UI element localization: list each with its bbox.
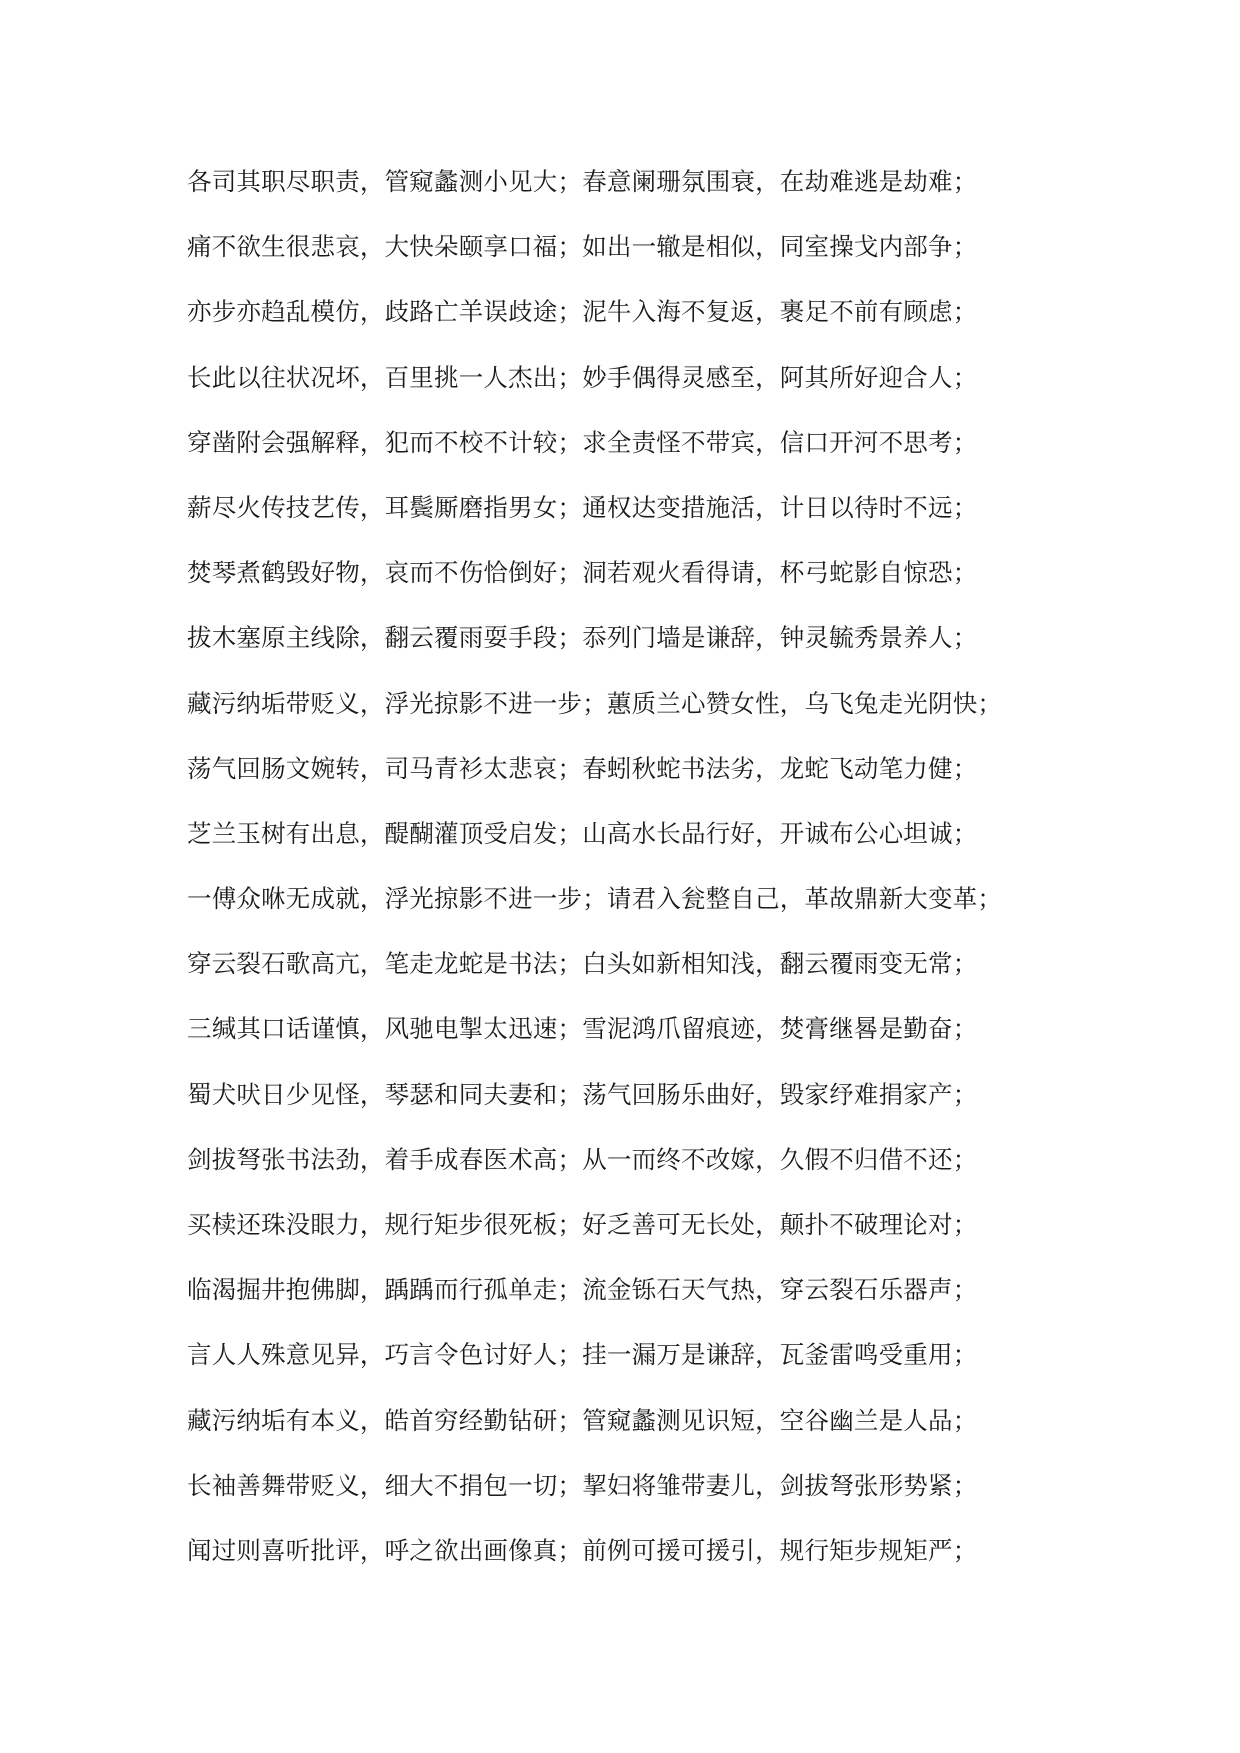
verse-line: 亦步亦趋乱模仿，歧路亡羊误歧途；泥牛入海不复返，裹足不前有顾虑； xyxy=(187,297,978,327)
verse-line: 薪尽火传技艺传，耳鬓厮磨指男女；通权达变措施活，计日以待时不远； xyxy=(187,492,978,522)
verse-line: 荡气回肠文婉转，司马青衫太悲哀；春蚓秋蛇书法劣，龙蛇飞动笔力健； xyxy=(187,753,978,783)
verse-line: 痛不欲生很悲哀，大快朵颐享口福；如出一辙是相似，同室操戈内部争； xyxy=(187,232,978,262)
verse-line: 穿云裂石歌高亢，笔走龙蛇是书法；白头如新相知浅，翻云覆雨变无常； xyxy=(187,949,978,979)
verse-line: 言人人殊意见异，巧言令色讨好人；挂一漏万是谦辞，瓦釜雷鸣受重用； xyxy=(187,1340,978,1370)
idiom-verse-list xyxy=(187,162,1087,1596)
verse-line: 临渴掘井抱佛脚，踽踽而行孤单走；流金铄石天气热，穿云裂石乐器声； xyxy=(187,1275,978,1305)
verse-line: 藏污纳垢带贬义，浮光掠影不进一步；蕙质兰心赞女性，乌飞兔走光阴快； xyxy=(187,688,1003,718)
verse-line: 一傅众咻无成就，浮光掠影不进一步；请君入瓮整自己，革故鼎新大变革； xyxy=(187,884,1003,914)
verse-line: 买椟还珠没眼力，规行矩步很死板；好乏善可无长处，颠扑不破理论对； xyxy=(187,1210,978,1239)
verse-line: 剑拔弩张书法劲，着手成春医术高；从一而终不改嫁，久假不归借不还； xyxy=(187,1144,978,1174)
verse-line: 长袖善舞带贬义，细大不捐包一切；挈妇将雏带妻儿，剑拔弩张形势紧； xyxy=(187,1470,978,1500)
verse-line: 三缄其口话谨慎，风驰电掣太迅速；雪泥鸿爪留痕迹，焚膏继晷是勤奋； xyxy=(187,1014,978,1044)
verse-line: 穿凿附会强解释，犯而不校不计较；求全责怪不带宾，信口开河不思考； xyxy=(187,427,978,457)
verse-line: 藏污纳垢有本义，皓首穷经勤钻研；管窥蠡测见识短，空谷幽兰是人品； xyxy=(187,1405,978,1435)
verse-line: 焚琴煮鹤毁好物，哀而不伤恰倒好；洞若观火看得请，杯弓蛇影自惊恐； xyxy=(187,558,978,588)
verse-line: 拔木塞原主线除，翻云覆雨耍手段；忝列门墙是谦辞，钟灵毓秀景养人； xyxy=(187,623,978,653)
verse-line: 长此以往状况坏，百里挑一人杰出；妙手偶得灵感至，阿其所好迎合人； xyxy=(187,362,978,392)
verse-line: 各司其职尽职责，管窥蠡测小见大；春意阑珊氛围衰，在劫难逃是劫难； xyxy=(187,167,978,196)
verse-line: 闻过则喜听批评，呼之欲出画像真；前例可援可援引，规行矩步规矩严； xyxy=(187,1535,978,1565)
verse-line: 蜀犬吠日少见怪，琴瑟和同夫妻和；荡气回肠乐曲好，毁家纾难捐家产； xyxy=(187,1079,978,1109)
verse-line: 芝兰玉树有出息，醍醐灌顶受启发；山高水长品行好，开诚布公心坦诚； xyxy=(187,818,978,848)
